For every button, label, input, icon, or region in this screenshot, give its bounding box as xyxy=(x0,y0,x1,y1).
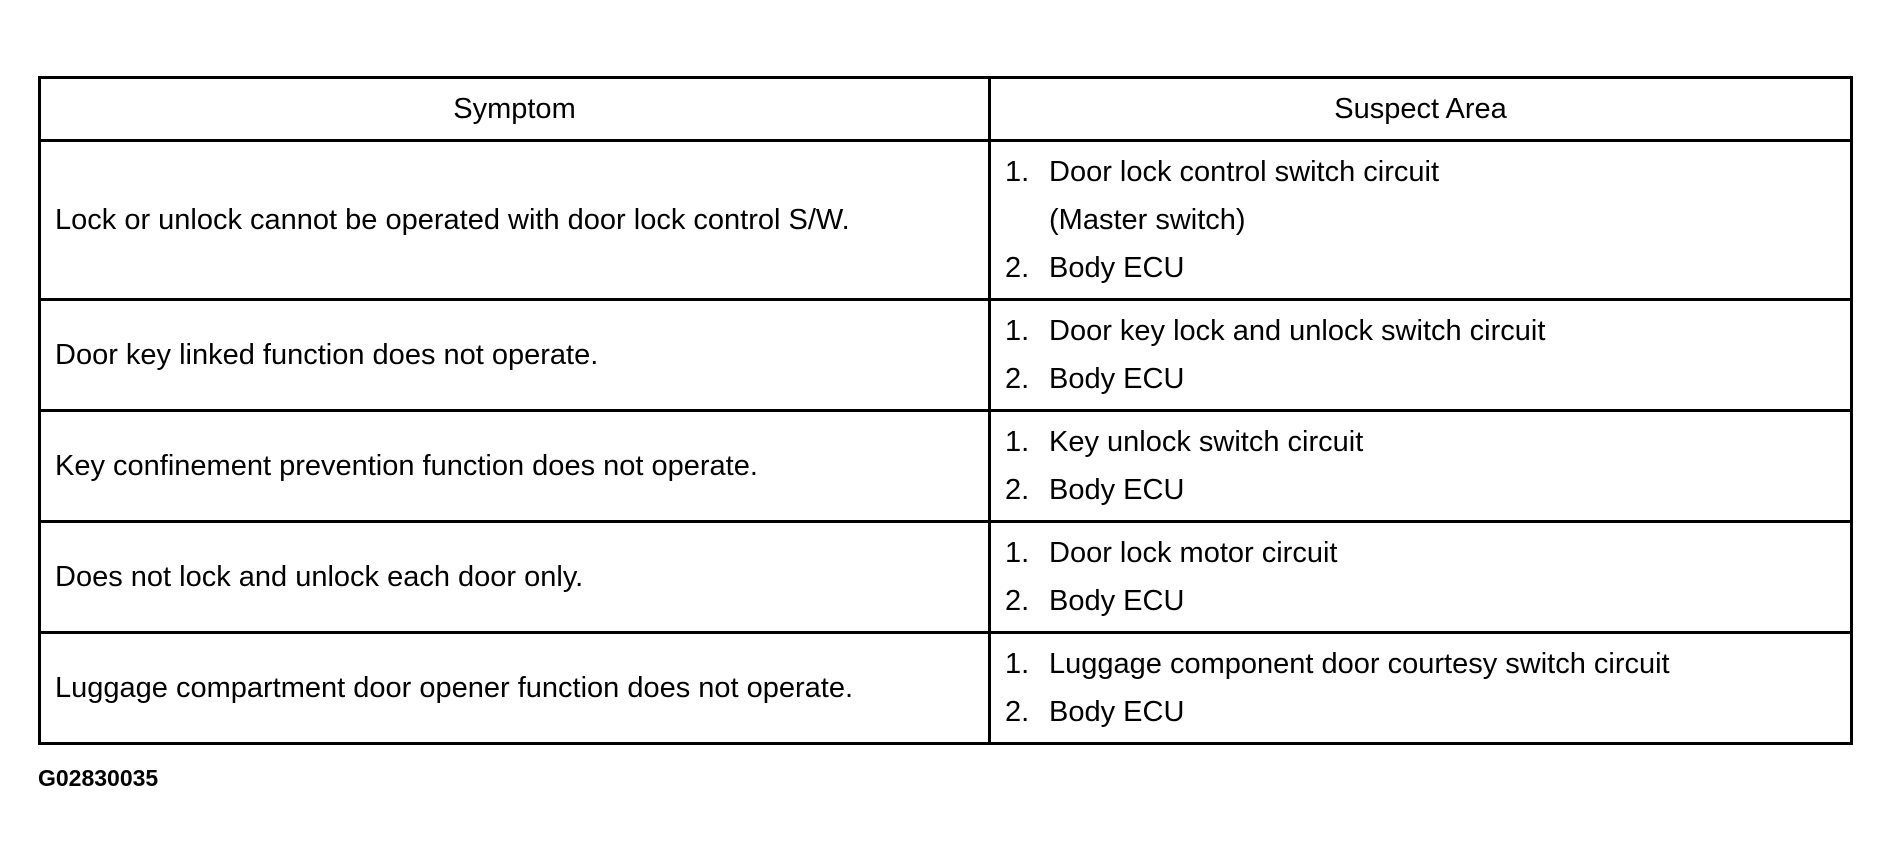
suspect-item-text: Door key lock and unlock switch circuit xyxy=(1049,315,1546,347)
suspect-area-cell xyxy=(990,522,1852,633)
suspect-item-continuation: (Master switch) xyxy=(1049,204,1246,236)
table-row xyxy=(40,411,1852,522)
header-suspect-area: Suspect Area xyxy=(990,78,1852,141)
suspect-item-number: 2. xyxy=(1005,363,1030,395)
suspect-area-cell xyxy=(990,633,1852,744)
suspect-item-text: Luggage component door courtesy switch circuit xyxy=(1049,648,1670,680)
suspect-item xyxy=(1005,577,1850,625)
suspect-item-number: 2. xyxy=(1005,474,1030,506)
suspect-item-number: 1. xyxy=(1005,426,1030,458)
suspect-item xyxy=(1005,640,1850,688)
figure-id: G02830035 xyxy=(38,765,159,791)
symptom-cell: Door key linked function does not operate. xyxy=(40,300,990,411)
table-header-row xyxy=(40,78,1852,141)
suspect-item xyxy=(1005,307,1850,355)
suspect-item xyxy=(1005,529,1850,577)
suspect-item-text: Door lock motor circuit xyxy=(1049,537,1338,569)
suspect-item-number: 1. xyxy=(1005,648,1030,680)
table-row xyxy=(40,633,1852,744)
troubleshooting-table-container xyxy=(38,76,1850,745)
suspect-item-number: 2. xyxy=(1005,585,1030,617)
suspect-item-text: Key unlock switch circuit xyxy=(1049,426,1364,458)
symptom-cell: Luggage compartment door opener function does not operate. xyxy=(40,633,990,744)
suspect-item xyxy=(1005,466,1850,514)
suspect-item-number: 1. xyxy=(1005,315,1030,347)
suspect-area-cell xyxy=(990,300,1852,411)
suspect-item-text: Body ECU xyxy=(1049,696,1185,728)
symptom-cell: Key confinement prevention function does not operate. xyxy=(40,411,990,522)
header-symptom: Symptom xyxy=(40,78,990,141)
suspect-item xyxy=(1005,148,1850,196)
suspect-item-text: Body ECU xyxy=(1049,474,1185,506)
suspect-item-number: 2. xyxy=(1005,696,1030,728)
suspect-item-text: Body ECU xyxy=(1049,585,1185,617)
suspect-item xyxy=(1005,418,1850,466)
table-row xyxy=(40,141,1852,300)
suspect-item xyxy=(1005,244,1850,292)
symptom-cell: Does not lock and unlock each door only. xyxy=(40,522,990,633)
suspect-item xyxy=(1005,355,1850,403)
table-row xyxy=(40,522,1852,633)
symptom-cell: Lock or unlock cannot be operated with door lock control S/W. xyxy=(40,141,990,300)
suspect-area-cell xyxy=(990,411,1852,522)
suspect-area-cell xyxy=(990,141,1852,300)
suspect-item-text: Body ECU xyxy=(1049,363,1185,395)
suspect-item xyxy=(1005,688,1850,736)
suspect-item-text: Door lock control switch circuit xyxy=(1049,156,1439,188)
suspect-item-number: 1. xyxy=(1005,537,1030,569)
suspect-item-text: Body ECU xyxy=(1049,252,1185,284)
suspect-item-number: 1. xyxy=(1005,156,1030,188)
suspect-item-number: 2. xyxy=(1005,252,1030,284)
troubleshooting-table xyxy=(38,76,1853,745)
table-row xyxy=(40,300,1852,411)
